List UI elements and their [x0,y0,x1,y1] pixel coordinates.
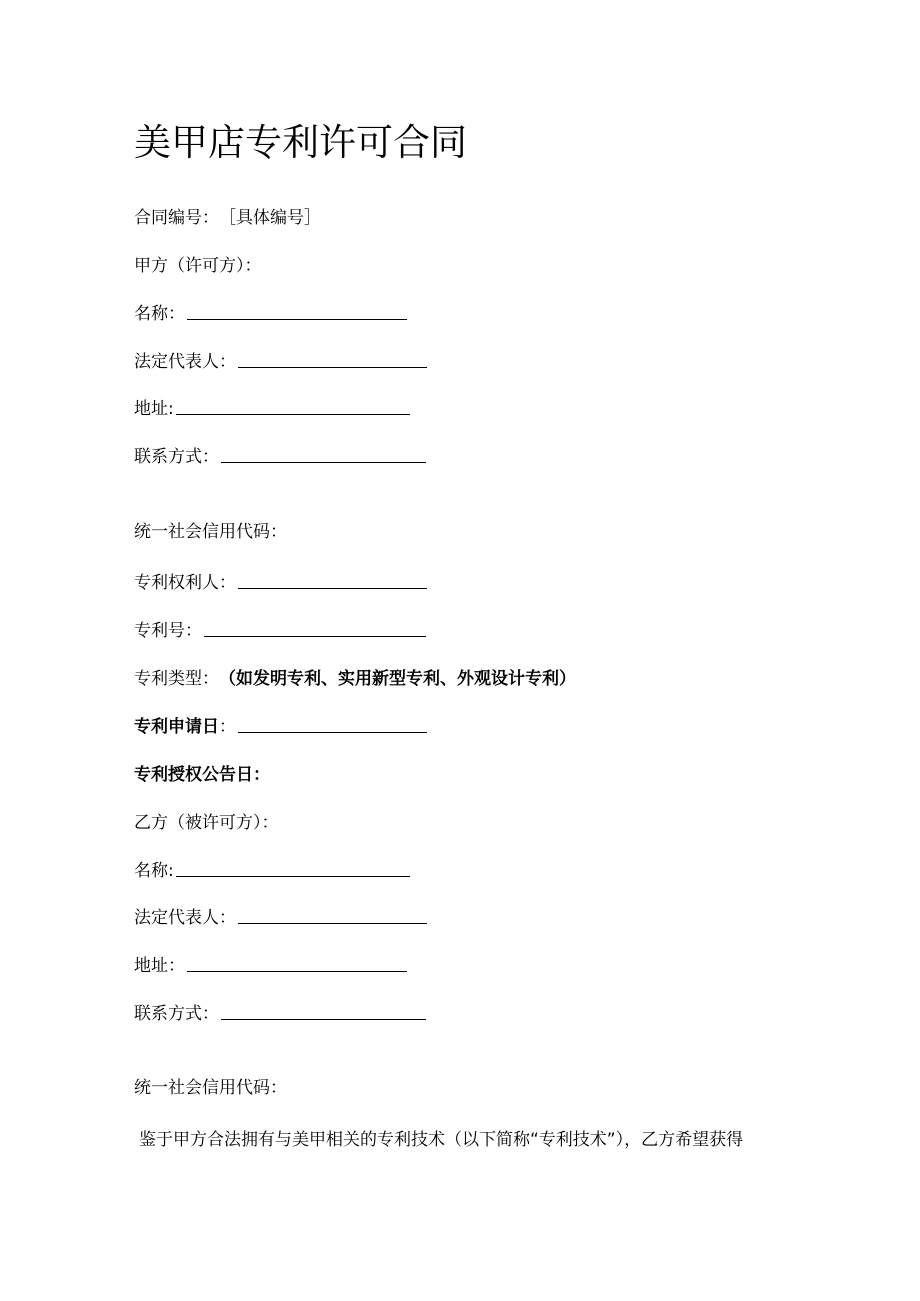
patent-type-value: （如发明专利、实用新型专利、外观设计专利） [219,669,576,689]
patent-number-line [134,619,426,643]
party-b-credit-code-label: 统一社会信用代码： [134,1078,287,1098]
party-a-header [134,254,262,278]
party-b-header [134,811,279,835]
party-a-rep-blank[interactable] [238,366,427,368]
patentee-line [134,571,427,595]
party-a-credit-code-label: 统一社会信用代码： [134,522,287,542]
party-a-contact-blank[interactable] [221,461,426,463]
party-b-rep-line [134,906,427,930]
party-a-rep-line [134,350,427,374]
party-b-contact-blank[interactable] [221,1018,426,1020]
party-a-rep-label: 法定代表人： [134,352,236,372]
party-a-name-blank[interactable] [187,318,407,320]
patent-type-line [134,667,576,691]
party-a-header-text: 甲方（许可方）： [134,256,262,276]
party-a-address-label: 地址: [134,399,174,419]
contract-number-line [134,206,321,230]
application-date-label: 专利申请日 [134,717,219,737]
party-a-contact-label: 联系方式： [134,447,219,467]
party-b-name-line [134,859,410,883]
party-b-address-label: 地址： [134,956,185,976]
party-b-credit-code-line [134,1076,287,1100]
party-a-contact-line [134,445,426,469]
party-b-address-blank[interactable] [187,970,407,972]
party-b-name-blank[interactable] [176,875,410,877]
intro-paragraph: 鉴于甲方合法拥有与美甲相关的专利技术（以下简称“专利技术”），乙方希望获得 [139,1130,744,1150]
party-a-address-line [134,397,410,421]
party-a-address-blank[interactable] [176,413,410,415]
application-date-colon: ： [219,717,236,737]
patent-type-label: 专利类型： [134,669,219,689]
patentee-blank[interactable] [238,587,427,589]
application-date-line [134,715,427,739]
party-b-rep-label: 法定代表人： [134,908,236,928]
party-b-contact-line [134,1002,426,1026]
patentee-label: 专利权利人： [134,573,236,593]
grant-date-line [134,763,270,787]
document-title: 美甲店专利许可合同 [134,121,467,164]
party-b-rep-blank[interactable] [238,922,427,924]
application-date-blank[interactable] [238,731,427,733]
party-b-contact-label: 联系方式： [134,1004,219,1024]
patent-number-blank[interactable] [204,635,426,637]
party-b-name-label: 名称: [134,861,174,881]
contract-number-label: 合同编号： [134,208,219,228]
party-a-name-label: 名称： [134,304,185,324]
contract-number-value: ［具体编号］ [219,208,321,228]
party-a-name-line [134,302,407,326]
party-b-address-line [134,954,407,978]
party-b-header-text: 乙方（被许可方）： [134,813,279,833]
grant-date-label: 专利授权公告日： [134,765,270,785]
party-a-credit-code-line [134,520,287,544]
patent-number-label: 专利号： [134,621,202,641]
